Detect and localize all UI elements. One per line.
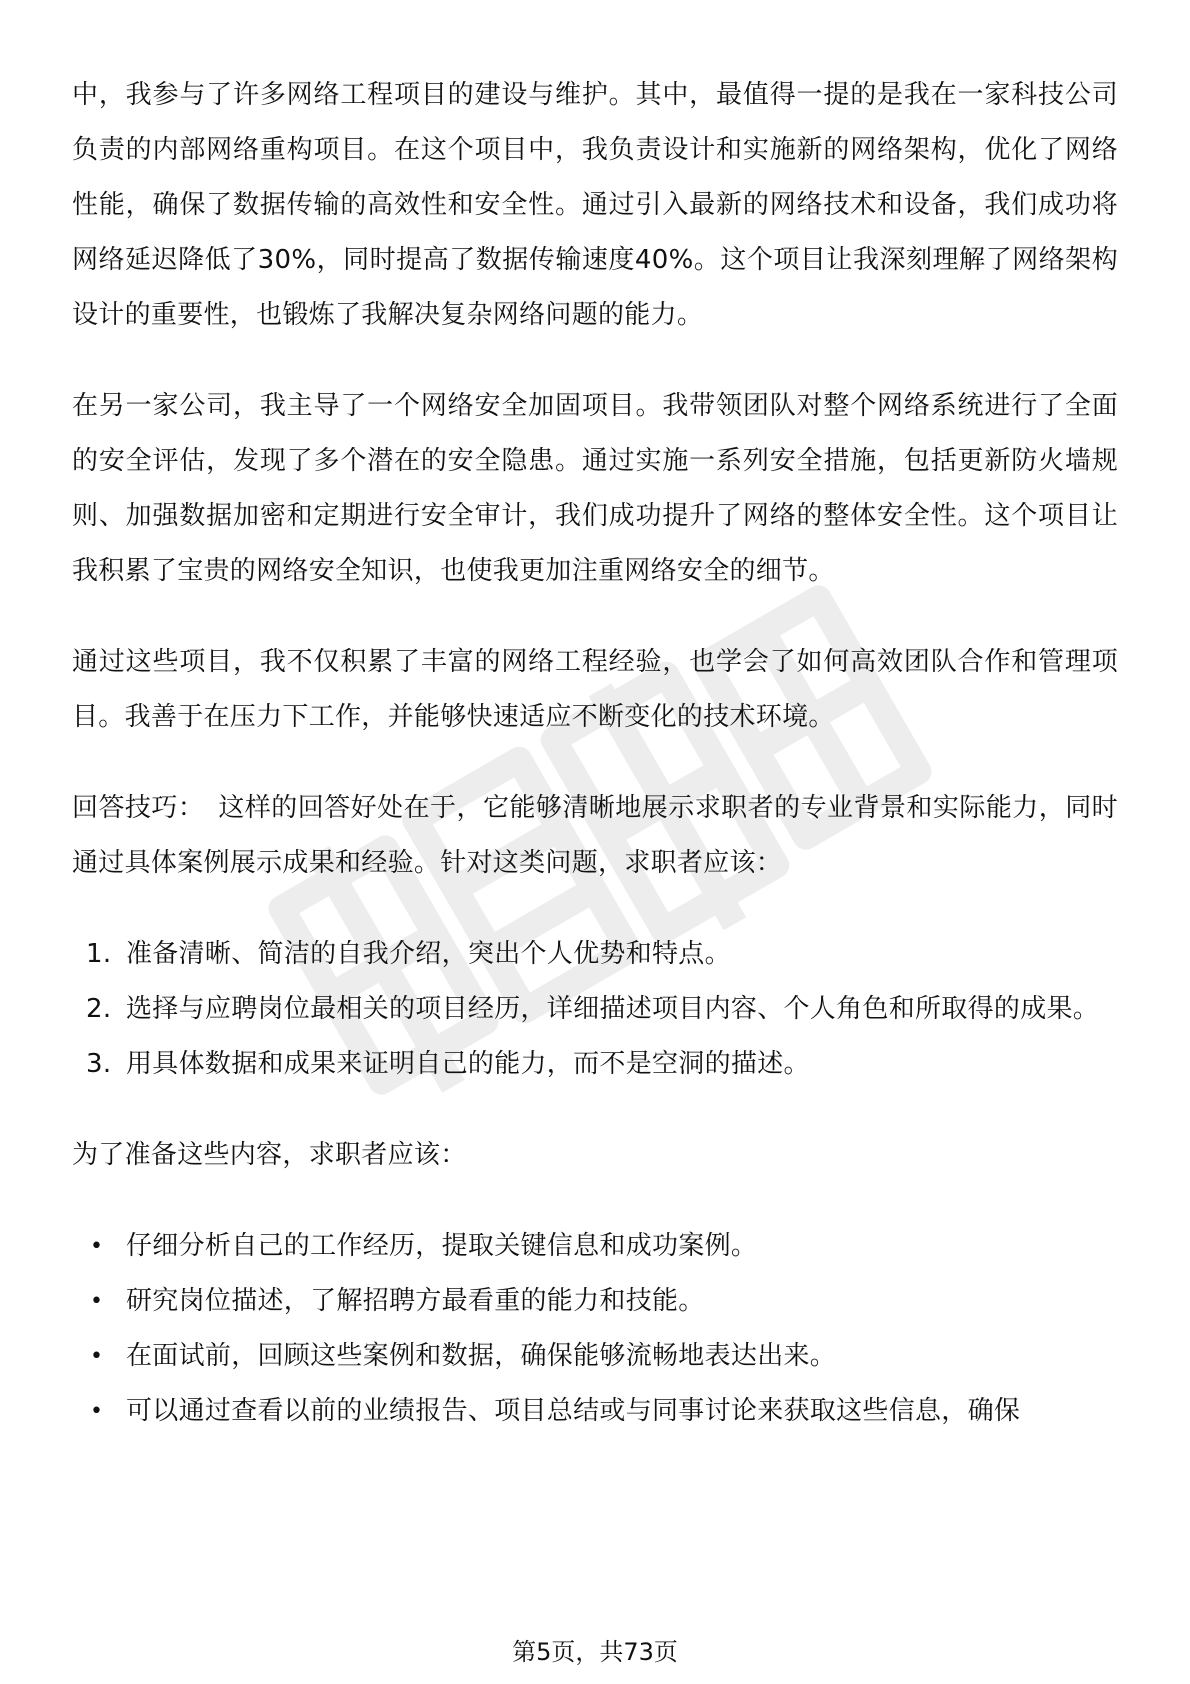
list-item [72, 1037, 1118, 1092]
answer-tips [72, 781, 1118, 891]
list-number: 3. [86, 1049, 112, 1079]
main-content [72, 68, 1118, 1475]
list-item-text: 在面试前，回顾这些案例和数据，确保能够流畅地表达出来。 [126, 1341, 837, 1371]
bullet-list [72, 1219, 1118, 1439]
answer-tips-label: 回答技巧： [72, 793, 205, 823]
list-item-text: 选择与应聘岗位最相关的项目经历，详细描述项目内容、个人角色和所取得的成果。 [126, 994, 1100, 1024]
list-item-text: 用具体数据和成果来证明自己的能力，而不是空洞的描述。 [126, 1049, 810, 1079]
bullet-icon: • [90, 1344, 104, 1369]
list-item [72, 1329, 1118, 1384]
page-number-footer: 第5页，共73页 [512, 1638, 678, 1666]
list-item-text: 研究岗位描述，了解招聘方最看重的能力和技能。 [126, 1286, 705, 1316]
preparation-intro: 为了准备这些内容，求职者应该： [72, 1140, 467, 1170]
list-number: 2. [86, 994, 112, 1024]
bullet-icon: • [90, 1399, 104, 1424]
list-item [72, 1384, 1118, 1439]
list-item-text: 可以通过查看以前的业绩报告、项目总结或与同事讨论来获取这些信息，确保 [126, 1396, 1021, 1426]
list-item [72, 1219, 1118, 1274]
bullet-icon: • [90, 1289, 104, 1314]
list-item [72, 1274, 1118, 1329]
numbered-list [72, 927, 1118, 1092]
paragraph-summary: 通过这些项目，我不仅积累了丰富的网络工程经验，也学会了如何高效团队合作和管理项目。我善于在压力下工作，并能够快速适应不断变化的技术环境。 [72, 647, 1118, 732]
list-number: 1. [86, 939, 112, 969]
list-item [72, 982, 1118, 1037]
answer-tips-text: 这样的回答好处在于，它能够清晰地展示求职者的专业背景和实际能力，同时通过具体案例展示成果和经验。针对这类问题，求职者应该： [72, 793, 1118, 878]
paragraph-experience-security: 在另一家公司，我主导了一个网络安全加固项目。我带领团队对整个网络系统进行了全面的安全评估，发现了多个潜在的安全隐患。通过实施一系列安全措施，包括更新防火墙规则、加强数据加密和定期进行安全审计，我们成功提升了网络的整体安全性。这个项目让我积累了宝贵的网络安全知识，也使我更加注重网络安全的细节。 [72, 391, 1118, 586]
list-item [72, 927, 1118, 982]
list-item-text: 准备清晰、简洁的自我介绍，突出个人优势和特点。 [126, 939, 731, 969]
bullet-icon: • [90, 1234, 104, 1259]
paragraph-experience-network-rebuild: 中，我参与了许多网络工程项目的建设与维护。其中，最值得一提的是我在一家科技公司负责的内部网络重构项目。在这个项目中，我负责设计和实施新的网络架构，优化了网络性能，确保了数据传输的高效性和安全性。通过引入最新的网络技术和设备，我们成功将网络延迟降低了30%，同时提高了数据传输速度40%。这个项目让我深刻理解了网络架构设计的重要性，也锻炼了我解决复杂网络问题的能力。 [72, 80, 1118, 330]
list-item-text: 仔细分析自己的工作经历，提取关键信息和成功案例。 [126, 1231, 758, 1261]
